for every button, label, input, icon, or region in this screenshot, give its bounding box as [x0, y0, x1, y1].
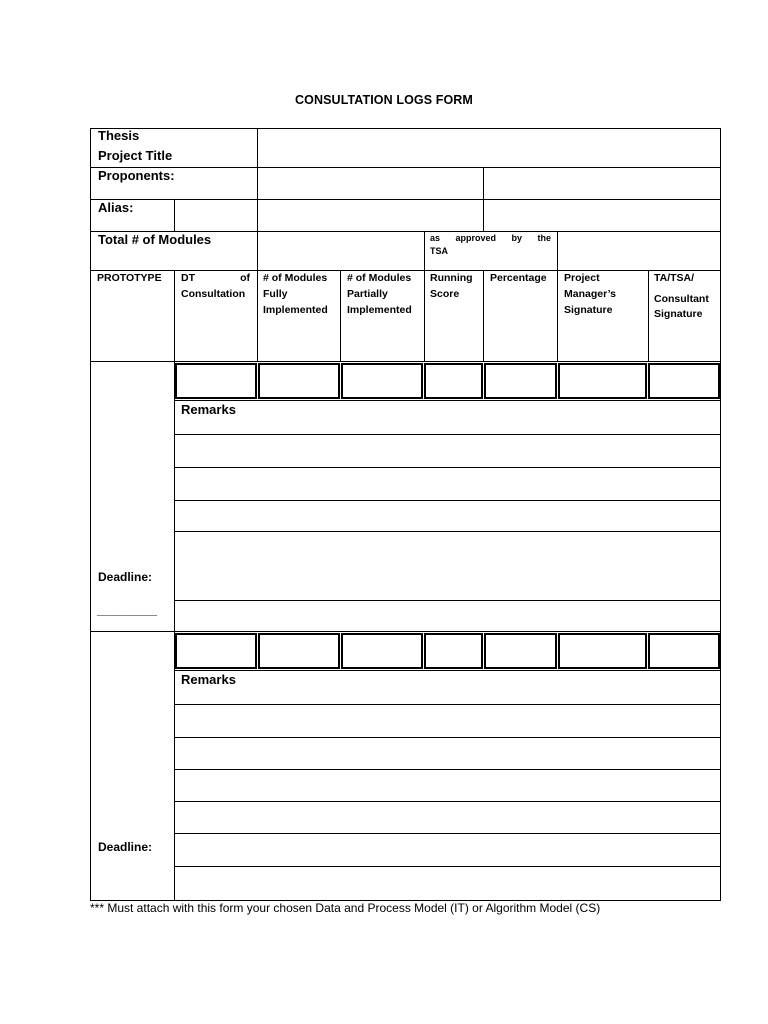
- block1-deadline-blank[interactable]: _________: [97, 603, 158, 617]
- ta-label-1: TA/TSA/: [654, 272, 695, 284]
- dt-label-2: Consultation: [181, 288, 246, 300]
- alias-field-1[interactable]: [257, 199, 484, 232]
- prototype-label: PROTOTYPE: [97, 272, 162, 284]
- block1-entry-running[interactable]: [424, 363, 483, 399]
- footnote: *** Must attach with this form your chosen Data and Process Model (IT) or Algorithm Model (CS): [90, 901, 601, 915]
- alias-label: Alias:: [98, 200, 134, 215]
- block2-entry-fully[interactable]: [258, 633, 340, 669]
- alias-field-2[interactable]: [483, 199, 721, 232]
- ta-label-2: Consultant: [654, 293, 709, 305]
- block2-remarks-line[interactable]: [174, 801, 721, 834]
- block1-entry-dt[interactable]: [175, 363, 257, 399]
- block2-remarks-line[interactable]: [174, 704, 721, 738]
- running-label-2: Score: [430, 288, 460, 300]
- block1-remarks-line[interactable]: [174, 500, 721, 532]
- proponents-field-1[interactable]: [257, 167, 484, 200]
- block1-remarks-line[interactable]: [174, 434, 721, 468]
- block1-entry-ta[interactable]: [648, 363, 720, 399]
- block1-entry-partial[interactable]: [341, 363, 423, 399]
- block2-entry-dt[interactable]: [175, 633, 257, 669]
- block2-entry-pm[interactable]: [558, 633, 647, 669]
- approved-field[interactable]: [557, 231, 721, 271]
- block2-entry-percentage[interactable]: [484, 633, 557, 669]
- modules-count-field[interactable]: [257, 231, 425, 271]
- project-title-label: Project Title: [98, 148, 173, 163]
- block1-remarks-line[interactable]: [174, 467, 721, 501]
- modules-label: Total # of Modules: [98, 232, 212, 247]
- alias-field-0[interactable]: [174, 199, 258, 232]
- dt-label-1: DT of: [181, 272, 250, 284]
- block1-entry-pm[interactable]: [558, 363, 647, 399]
- approved-label-line2: TSA: [430, 246, 448, 256]
- percentage-label: Percentage: [490, 272, 547, 284]
- block2-deadline-label: Deadline:: [98, 840, 153, 854]
- block2-prototype-cell: [90, 631, 175, 901]
- block2-entry-ta[interactable]: [648, 633, 720, 669]
- block1-entry-percentage[interactable]: [484, 363, 557, 399]
- partial-label-2: Partially: [347, 288, 388, 300]
- proponents-label: Proponents:: [98, 168, 175, 183]
- running-label-1: Running: [430, 272, 473, 284]
- partial-label-1: # of Modules: [347, 272, 412, 284]
- block1-entry-fully[interactable]: [258, 363, 340, 399]
- block2-remarks-line[interactable]: [174, 866, 721, 901]
- approved-label-line1: as approved by the: [430, 233, 551, 243]
- fully-label-3: Implemented: [263, 304, 328, 316]
- fully-label-2: Fully: [263, 288, 288, 300]
- form-title: CONSULTATION LOGS FORM: [295, 93, 473, 107]
- block1-remarks-label: Remarks: [181, 402, 236, 417]
- block2-remarks-label: Remarks: [181, 672, 236, 687]
- block1-deadline-label: Deadline:: [98, 570, 153, 584]
- partial-label-3: Implemented: [347, 304, 412, 316]
- pm-label-3: Signature: [564, 304, 613, 316]
- block1-remarks-line[interactable]: [174, 531, 721, 601]
- block2-remarks-line[interactable]: [174, 833, 721, 867]
- thesis-title-field[interactable]: [257, 128, 721, 168]
- block2-entry-running[interactable]: [424, 633, 483, 669]
- block2-entry-partial[interactable]: [341, 633, 423, 669]
- block1-remarks-line[interactable]: [174, 600, 721, 632]
- ta-label-3: Signature: [654, 308, 703, 320]
- proponents-field-2[interactable]: [483, 167, 721, 200]
- block1-prototype-cell: [90, 361, 175, 632]
- fully-label-1: # of Modules: [263, 272, 328, 284]
- pm-label-2: Manager’s: [564, 288, 616, 300]
- pm-label-1: Project: [564, 272, 600, 284]
- thesis-label: Thesis: [98, 128, 140, 143]
- block1-remarks-header: [174, 400, 721, 435]
- block2-remarks-header: [174, 670, 721, 705]
- block2-remarks-line[interactable]: [174, 737, 721, 770]
- block2-remarks-line[interactable]: [174, 769, 721, 802]
